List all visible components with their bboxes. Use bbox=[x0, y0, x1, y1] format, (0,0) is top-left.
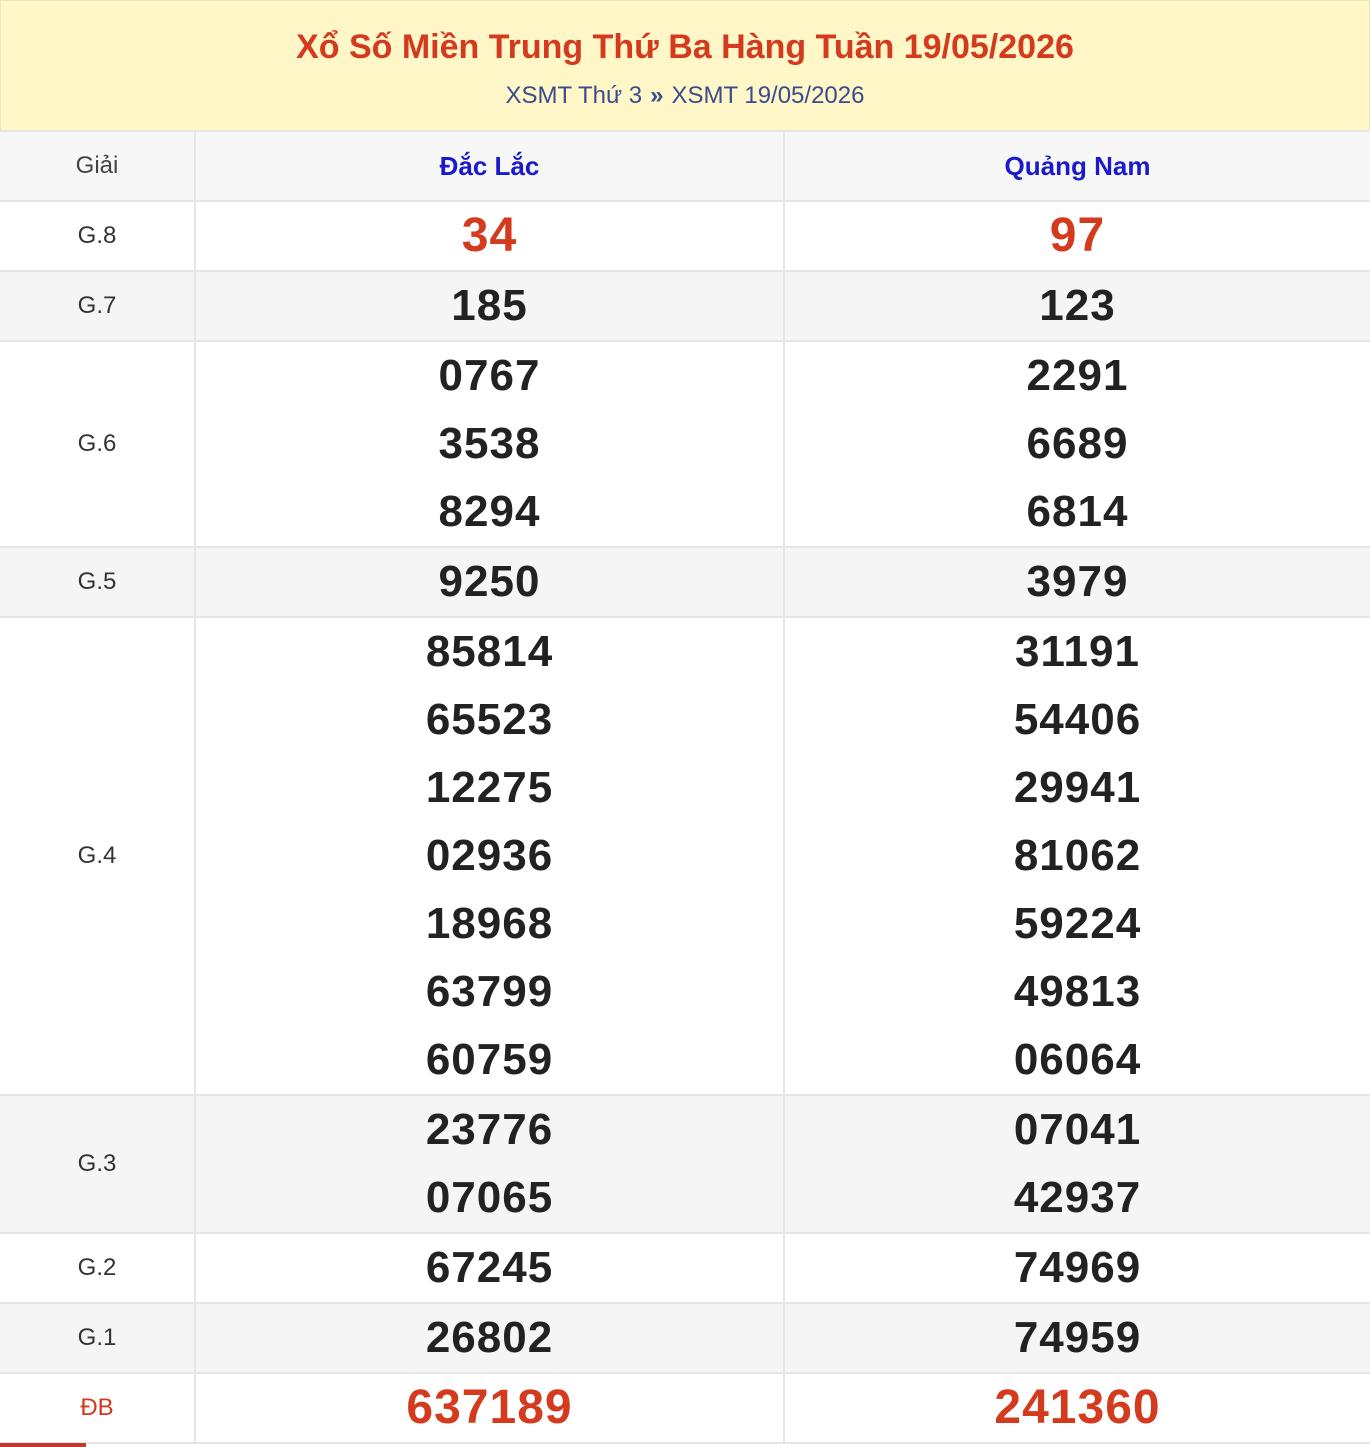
prize-number: 85814 bbox=[425, 627, 554, 676]
prize-cell-quangnam bbox=[784, 547, 1370, 617]
prize-label: G.6 bbox=[0, 341, 195, 547]
prize-number: 65523 bbox=[425, 695, 554, 744]
bottom-accent-bar bbox=[0, 1443, 86, 1447]
prize-number: 123 bbox=[1039, 281, 1116, 330]
prize-cell-daclac bbox=[195, 1303, 784, 1373]
prize-number: 2291 bbox=[1026, 351, 1129, 400]
prize-label: G.7 bbox=[0, 271, 195, 341]
prize-number: 59224 bbox=[1013, 899, 1142, 948]
prize-cell-quangnam bbox=[784, 1233, 1370, 1303]
prize-cell-quangnam bbox=[784, 1373, 1370, 1443]
prize-number: 67245 bbox=[425, 1243, 554, 1292]
prize-number: 81062 bbox=[1013, 831, 1142, 880]
prize-number: 97 bbox=[1049, 209, 1106, 262]
prize-row bbox=[0, 201, 1370, 271]
prize-number: 63799 bbox=[425, 967, 554, 1016]
prize-cell-daclac bbox=[195, 1233, 784, 1303]
prize-number: 12275 bbox=[425, 763, 554, 812]
prize-row bbox=[0, 341, 1370, 547]
prize-number: 637189 bbox=[406, 1381, 573, 1434]
prize-row bbox=[0, 1233, 1370, 1303]
prize-number: 23776 bbox=[425, 1105, 554, 1154]
breadcrumb bbox=[1, 81, 1369, 111]
prize-cell-quangnam bbox=[784, 617, 1370, 1095]
prize-cell-quangnam bbox=[784, 1095, 1370, 1233]
page-title: Xổ Số Miền Trung Thứ Ba Hàng Tuần 19/05/2026 bbox=[296, 28, 1074, 66]
prize-number: 3979 bbox=[1026, 557, 1129, 606]
prize-number: 60759 bbox=[425, 1035, 554, 1084]
prize-row bbox=[0, 1095, 1370, 1233]
prize-label: ĐB bbox=[0, 1373, 195, 1443]
prize-number: 74959 bbox=[1013, 1313, 1142, 1362]
prize-number: 54406 bbox=[1013, 695, 1142, 744]
prize-label: G.5 bbox=[0, 547, 195, 617]
prize-cell-quangnam bbox=[784, 271, 1370, 341]
prize-number: 29941 bbox=[1013, 763, 1142, 812]
prize-label: G.1 bbox=[0, 1303, 195, 1373]
prize-cell-daclac bbox=[195, 341, 784, 547]
prize-cell-quangnam bbox=[784, 201, 1370, 271]
prize-cell-quangnam bbox=[784, 341, 1370, 547]
prize-number: 07041 bbox=[1013, 1105, 1142, 1154]
prize-number: 06064 bbox=[1013, 1035, 1142, 1084]
province-header-daclac[interactable]: Đắc Lắc bbox=[195, 131, 784, 201]
prize-cell-quangnam bbox=[784, 1303, 1370, 1373]
results-header bbox=[0, 0, 1370, 131]
prize-row bbox=[0, 547, 1370, 617]
prize-number: 3538 bbox=[438, 419, 541, 468]
prize-number: 07065 bbox=[425, 1173, 554, 1222]
prize-cell-daclac bbox=[195, 547, 784, 617]
prize-number: 241360 bbox=[994, 1381, 1161, 1434]
prize-cell-daclac bbox=[195, 617, 784, 1095]
prize-row bbox=[0, 617, 1370, 1095]
prize-label: G.4 bbox=[0, 617, 195, 1095]
breadcrumb-separator: » bbox=[650, 82, 664, 109]
province-header-quangnam[interactable]: Quảng Nam bbox=[784, 131, 1370, 201]
prize-number: 02936 bbox=[425, 831, 554, 880]
prize-label: G.2 bbox=[0, 1233, 195, 1303]
prize-number: 0767 bbox=[438, 351, 541, 400]
prize-cell-daclac bbox=[195, 271, 784, 341]
prize-cell-daclac bbox=[195, 201, 784, 271]
prize-number: 26802 bbox=[425, 1313, 554, 1362]
prize-number: 49813 bbox=[1013, 967, 1142, 1016]
prize-row bbox=[0, 1303, 1370, 1373]
prize-column-header: Giải bbox=[0, 131, 195, 201]
breadcrumb-link-date[interactable]: XSMT 19/05/2026 bbox=[671, 82, 865, 109]
prize-label: G.8 bbox=[0, 201, 195, 271]
prize-row bbox=[0, 271, 1370, 341]
prize-cell-daclac bbox=[195, 1095, 784, 1233]
prize-cell-daclac bbox=[195, 1373, 784, 1443]
prize-row bbox=[0, 1373, 1370, 1443]
prize-number: 6814 bbox=[1026, 487, 1129, 536]
prize-number: 42937 bbox=[1013, 1173, 1142, 1222]
prize-number: 6689 bbox=[1026, 419, 1129, 468]
prize-label: G.3 bbox=[0, 1095, 195, 1233]
table-header-row bbox=[0, 131, 1370, 201]
breadcrumb-link-weekday[interactable]: XSMT Thứ 3 bbox=[505, 82, 643, 109]
prize-number: 8294 bbox=[438, 487, 541, 536]
prize-number: 185 bbox=[451, 281, 528, 330]
prize-number: 74969 bbox=[1013, 1243, 1142, 1292]
prize-number: 31191 bbox=[1015, 627, 1140, 676]
prize-number: 34 bbox=[461, 209, 518, 262]
prize-number: 18968 bbox=[425, 899, 554, 948]
prize-number: 9250 bbox=[438, 557, 541, 606]
results-table bbox=[0, 130, 1370, 1444]
